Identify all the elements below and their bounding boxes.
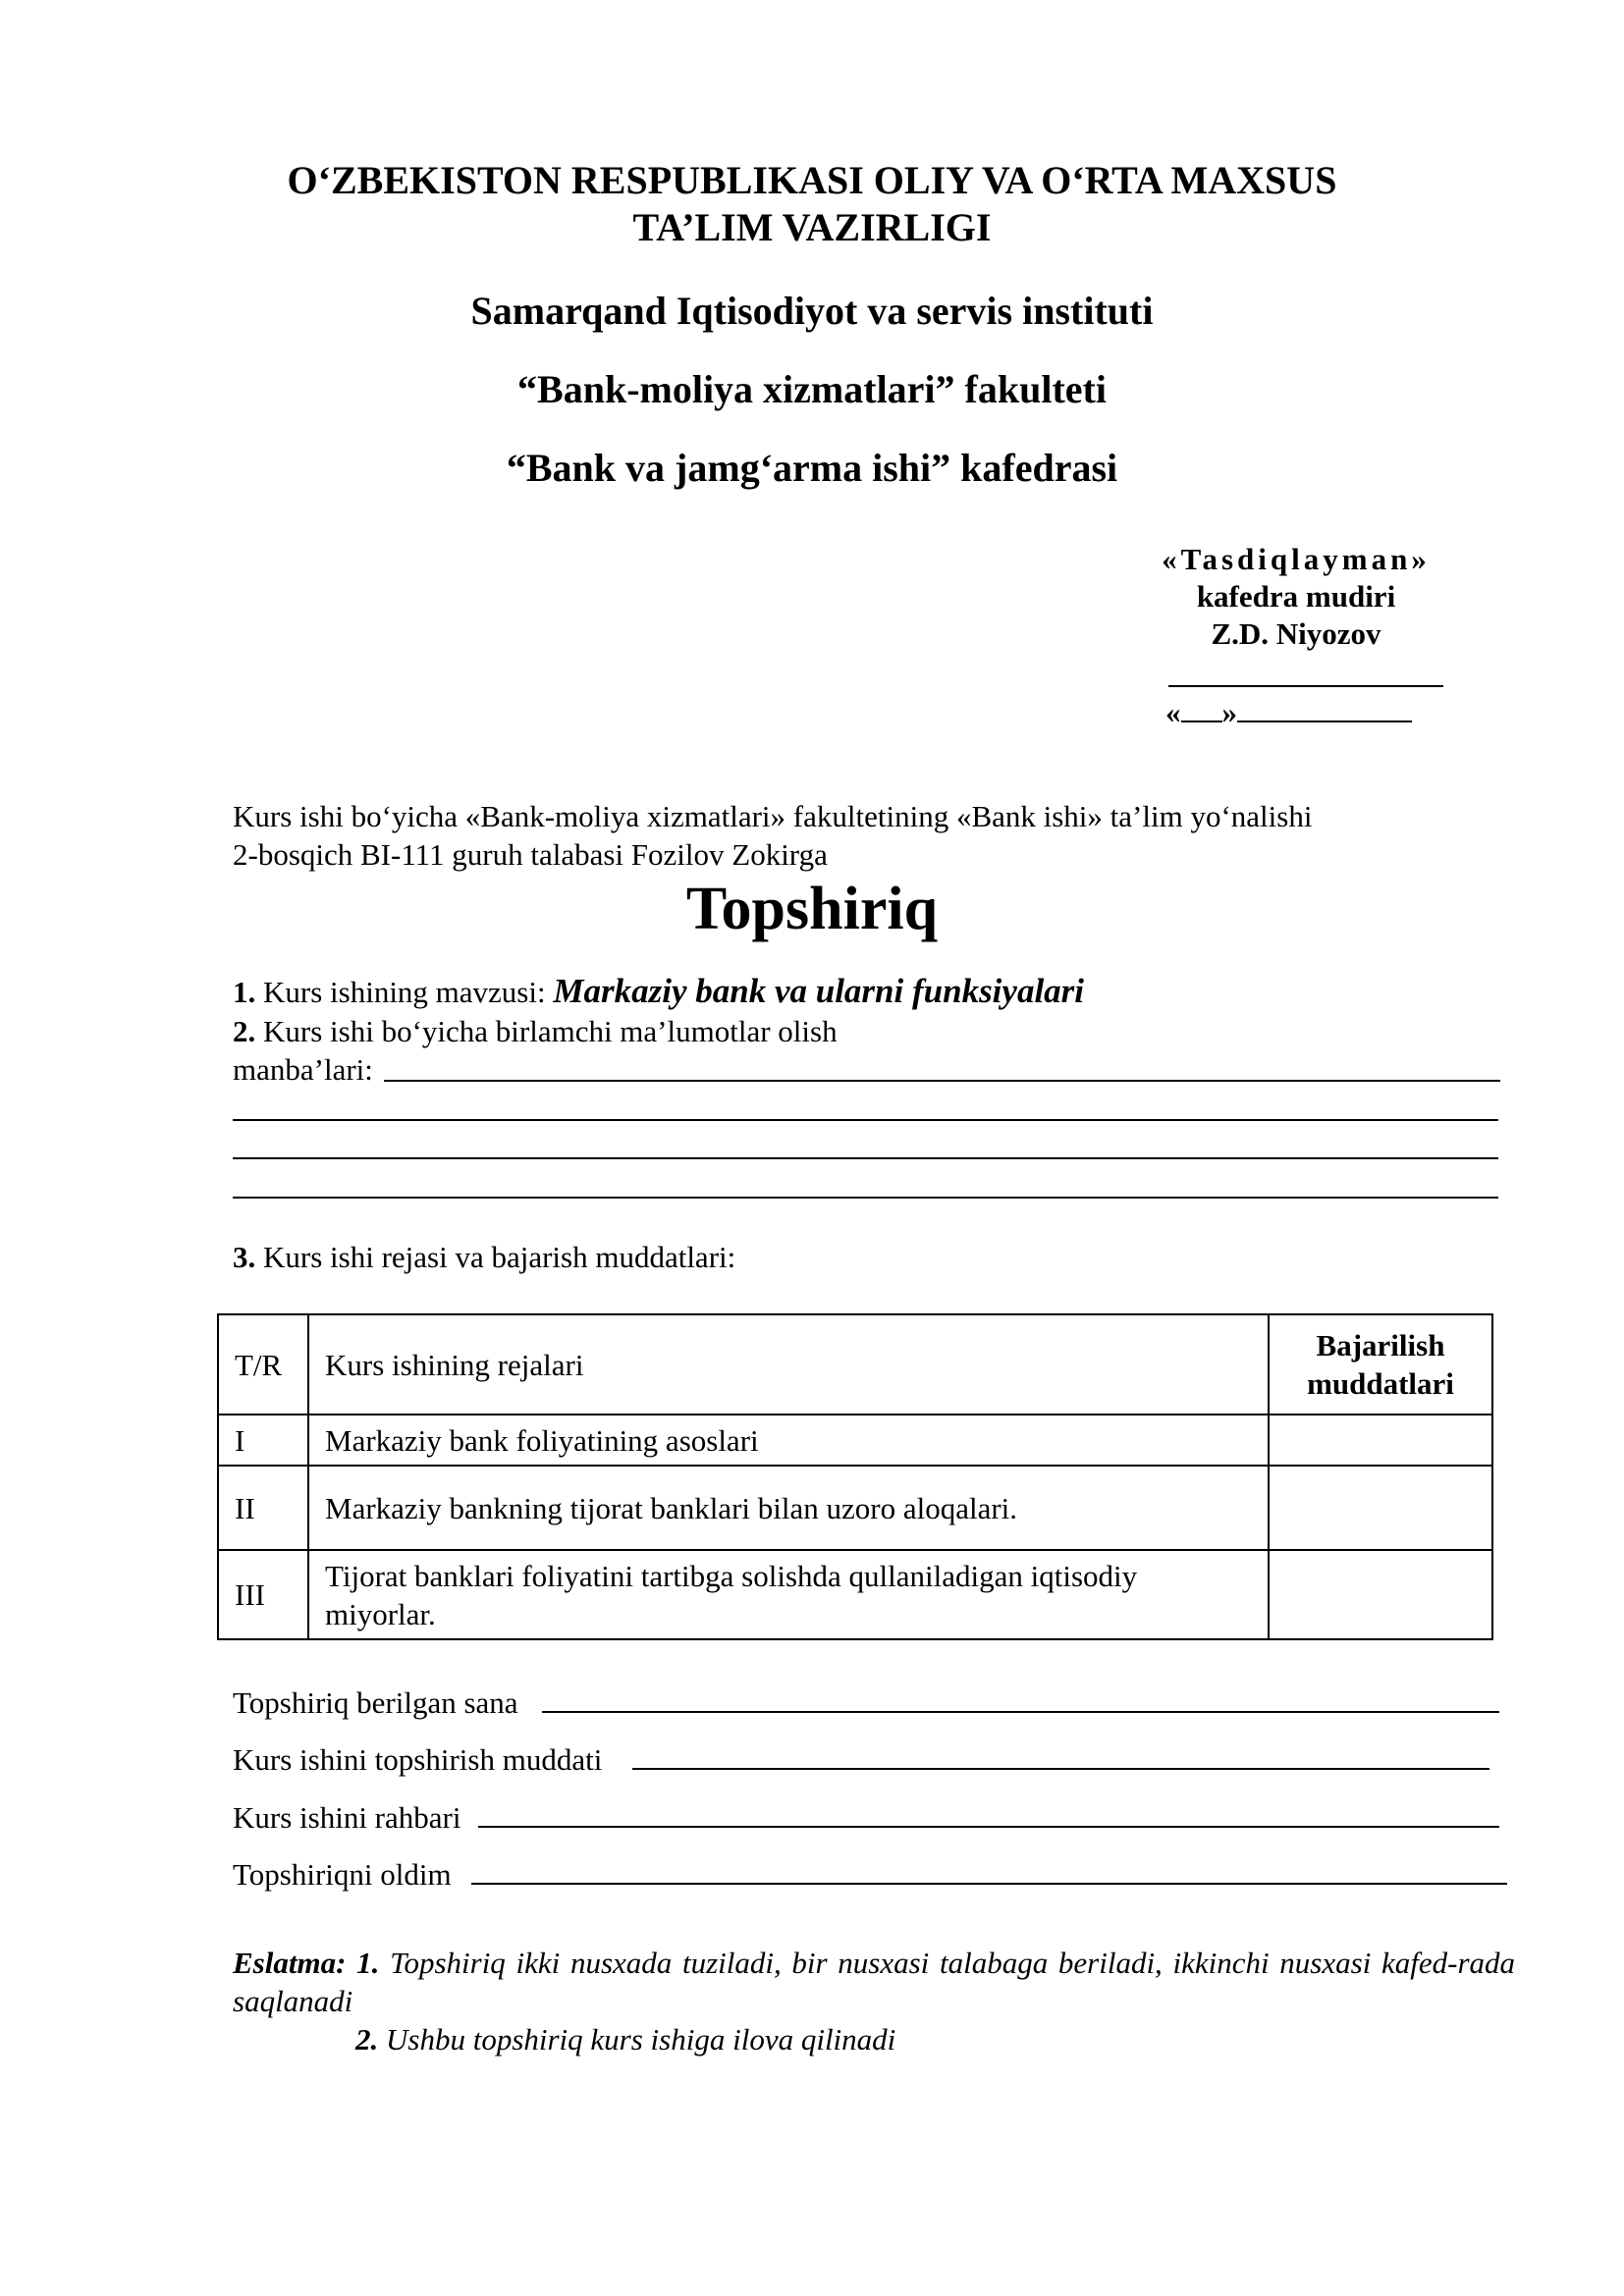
header-plans: Kurs ishining rejalari (308, 1314, 1269, 1415)
item-2-label: Kurs ishi bo‘yicha birlamchi ma’lumotlar olish (263, 1014, 838, 1048)
date-month-blank (1237, 693, 1412, 722)
plan-table (217, 1313, 1493, 1640)
item-3-number: 3. (233, 1240, 256, 1274)
item-3-label: Kurs ishi rejasi va bajarish muddatlari: (263, 1240, 736, 1274)
sources-blank-line (233, 1119, 1498, 1121)
row-deadline (1269, 1550, 1492, 1639)
note-number-2: 2. (355, 2022, 379, 2056)
received-label: Topshiriqni oldim (233, 1857, 452, 1892)
table-header-row (218, 1314, 1492, 1415)
intro-line-1: Kurs ishi bo‘yicha «Bank-moliya xizmatlari» fakultetining «Bank ishi» ta’lim yo‘nalishi (233, 799, 1313, 833)
sources-blank-line (384, 1080, 1500, 1082)
header-deadlines: Bajarilish muddatlari (1269, 1314, 1492, 1415)
row-plan: Tijorat banklari foliyatini tartibga solishda qullaniladigan iqtisodiy miyorlar. (308, 1550, 1269, 1639)
deadline-label: Kurs ishini topshirish muddati (233, 1742, 603, 1777)
given-date-blank (542, 1711, 1499, 1713)
table-row (218, 1415, 1492, 1466)
note-text-1: Topshiriq ikki nusxada tuziladi, bir nusxasi talabaga beriladi, ikkinchi nusxasi kafed-rada saqlanadi (233, 1946, 1516, 2018)
ministry-heading (0, 157, 1624, 251)
table-row (218, 1550, 1492, 1639)
ministry-line-2: TA’LIM VAZIRLIGI (632, 205, 992, 249)
row-number: I (218, 1415, 308, 1466)
faculty-heading: “Bank-moliya xizmatlari” fakulteti (517, 367, 1107, 411)
institute-heading: Samarqand Iqtisodiyot va servis instituti (470, 289, 1154, 333)
note-paragraph (233, 1944, 1515, 2020)
approval-signature-line (1168, 685, 1443, 687)
deadline-line (233, 1740, 602, 1779)
note-item-2 (355, 2020, 895, 2058)
item-1 (233, 972, 1084, 1011)
row-number: III (218, 1550, 308, 1639)
header-number: T/R (218, 1314, 308, 1415)
course-topic: Markaziy bank va ularni funksiyalari (553, 972, 1085, 1010)
item-2-label-cont: manba’lari: (233, 1052, 373, 1087)
date-close-quote: » (1221, 695, 1237, 729)
approval-date-line (1165, 693, 1412, 732)
sources-blank-line (233, 1157, 1498, 1159)
note-text-2: Ushbu topshiriq kurs ishiga ilova qilinadi (386, 2022, 896, 2056)
row-plan: Markaziy bank foliyatining asoslari (308, 1415, 1269, 1466)
received-line (233, 1855, 452, 1894)
row-deadline (1269, 1466, 1492, 1550)
document-title: Topshiriq (685, 876, 939, 942)
note-number-1: 1. (356, 1946, 380, 1980)
supervisor-label: Kurs ishini rahbari (233, 1800, 461, 1835)
item-2 (233, 1012, 838, 1050)
department-heading: “Bank va jamg‘arma ishi” kafedrasi (506, 446, 1118, 490)
approval-position: kafedra mudiri (1196, 579, 1396, 614)
date-open-quote: « (1165, 695, 1181, 729)
row-number: II (218, 1466, 308, 1550)
given-date-label: Topshiriq berilgan sana (233, 1685, 518, 1720)
received-blank (471, 1883, 1507, 1885)
approval-title: «Tasdiqlayman» (1162, 542, 1431, 576)
deadline-blank (632, 1768, 1489, 1770)
note-label: Eslatma: (233, 1946, 347, 1980)
row-plan: Markaziy bankning tijorat banklari bilan uzoro aloqalari. (308, 1466, 1269, 1550)
approval-name: Z.D. Niyozov (1211, 616, 1381, 651)
item-2-number: 2. (233, 1014, 256, 1048)
item-1-number: 1. (233, 975, 256, 1009)
sources-blank-line (233, 1197, 1498, 1199)
ministry-line-1: O‘ZBEKISTON RESPUBLIKASI OLIY VA O‘RTA MAXSUS (287, 158, 1337, 202)
table-row (218, 1466, 1492, 1550)
row-deadline (1269, 1415, 1492, 1466)
item-3 (233, 1238, 735, 1276)
item-1-label: Kurs ishining mavzusi: (263, 975, 546, 1009)
date-day-blank (1181, 693, 1222, 722)
given-date-line (233, 1683, 518, 1722)
intro-line-2: 2-bosqich BI-111 guruh talabasi Fozilov Zokirga (233, 837, 828, 872)
supervisor-blank (478, 1826, 1499, 1828)
supervisor-line (233, 1798, 460, 1837)
